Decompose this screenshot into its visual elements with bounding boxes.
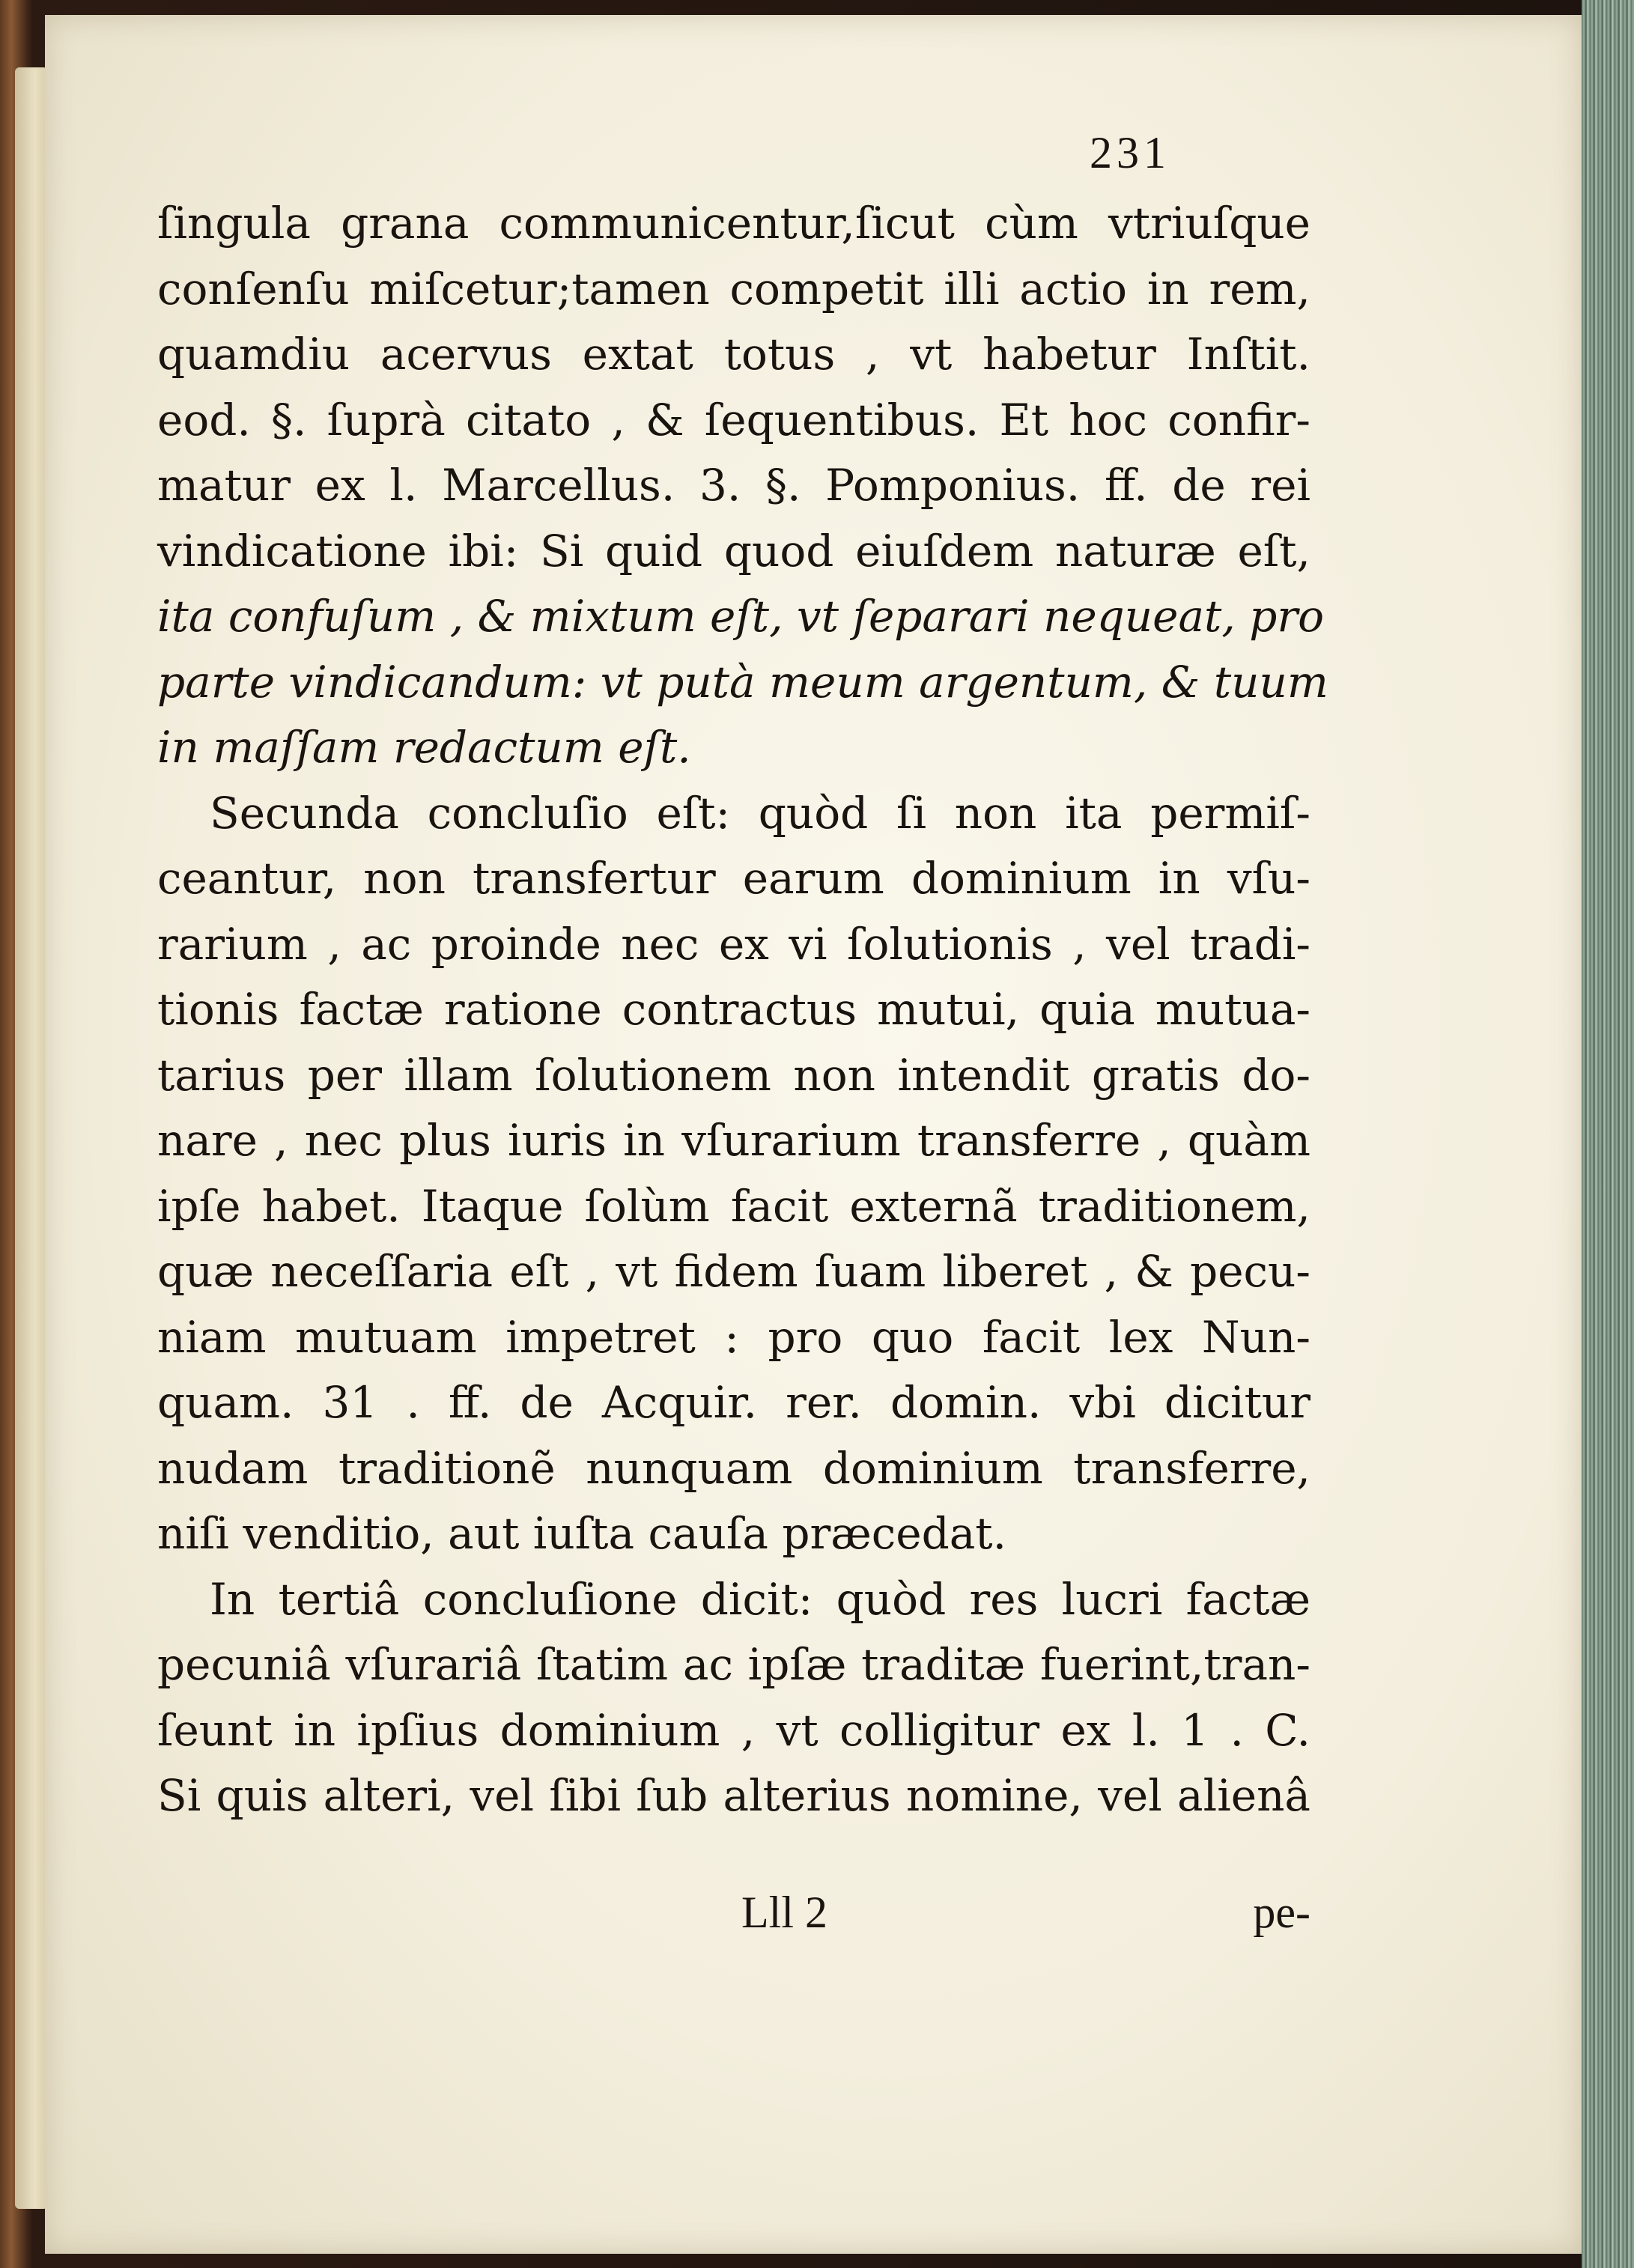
text-line: quæ neceſſaria eſt , vt fidem ſuam liberet , & pecu- — [157, 1246, 1310, 1297]
text-line: ceantur, non transfertur earum dominium in vſu- — [157, 853, 1310, 904]
text-line: Secunda concluſio eſt: quòd ſi non ita permiſ- — [210, 787, 1310, 839]
text-line: eod. §. ſuprà citato , & ſequentibus. Et hoc confir- — [157, 394, 1310, 446]
page-block-edge — [1582, 0, 1634, 2268]
text-line: in maſſam redactum eſt. — [157, 722, 691, 773]
page-body-text — [157, 191, 1328, 1829]
text-line: Si quis alteri, vel ſibi ſub alterius nomine, vel alienâ — [157, 1770, 1310, 1821]
text-line: pecuniâ vſurariâ ſtatim ac ipſæ traditæ fuerint,tran- — [157, 1639, 1310, 1690]
text-line: tionis factæ ratione contractus mutui, quia mutua- — [157, 984, 1310, 1035]
text-line: ſeunt in ipſius dominium , vt colligitur ex l. 1 . C. — [157, 1704, 1310, 1756]
text-line: quamdiu acervus extat totus , vt habetur Inſtit. — [157, 329, 1310, 380]
text-line: nare , nec plus iuris in vſurarium transferre , quàm — [157, 1115, 1310, 1166]
text-line: ipſe habet. Itaque ſolùm facit externã traditionem, — [157, 1180, 1310, 1232]
text-line: quam. 31 . ff. de Acquir. rer. domin. vbi dicitur — [157, 1377, 1310, 1428]
text-line: ita confuſum , & mixtum eſt, vt ſeparari nequeat, pro — [157, 591, 1325, 642]
facing-page-edge — [15, 67, 48, 2209]
text-line: tarius per illam ſolutionem non intendit gratis do- — [157, 1049, 1310, 1101]
text-line: niſi venditio, aut iuſta cauſa præcedat. — [157, 1508, 1007, 1559]
book-page — [45, 15, 1582, 2254]
text-line: nudam traditionẽ nunquam dominium transferre, — [157, 1442, 1310, 1494]
text-line: matur ex l. Marcellus. 3. §. Pomponius. ff. de rei — [157, 460, 1310, 511]
text-line: niam mutuam impetret : pro quo facit lex Nun- — [157, 1311, 1310, 1363]
text-line: conſenſu miſcetur;tamen competit illi actio in rem, — [157, 263, 1310, 314]
text-line: vindicatione ibi: Si quid quod eiuſdem naturæ eſt, — [157, 525, 1310, 577]
text-line: parte vindicandum: vt putà meum argentum, & tuum — [157, 656, 1328, 708]
text-line: In tertiâ concluſione dicit: quòd res lucri factæ — [210, 1573, 1310, 1625]
catchword: pe- — [1253, 1888, 1310, 1937]
text-line: ſingula grana communicentur,ſicut cùm vtriuſque — [157, 198, 1310, 249]
text-line: rarium , ac proinde nec ex vi ſolutionis , vel tradi- — [157, 918, 1310, 970]
signature-mark: Lll 2 — [741, 1888, 827, 1937]
page-number: 231 — [1090, 128, 1170, 177]
